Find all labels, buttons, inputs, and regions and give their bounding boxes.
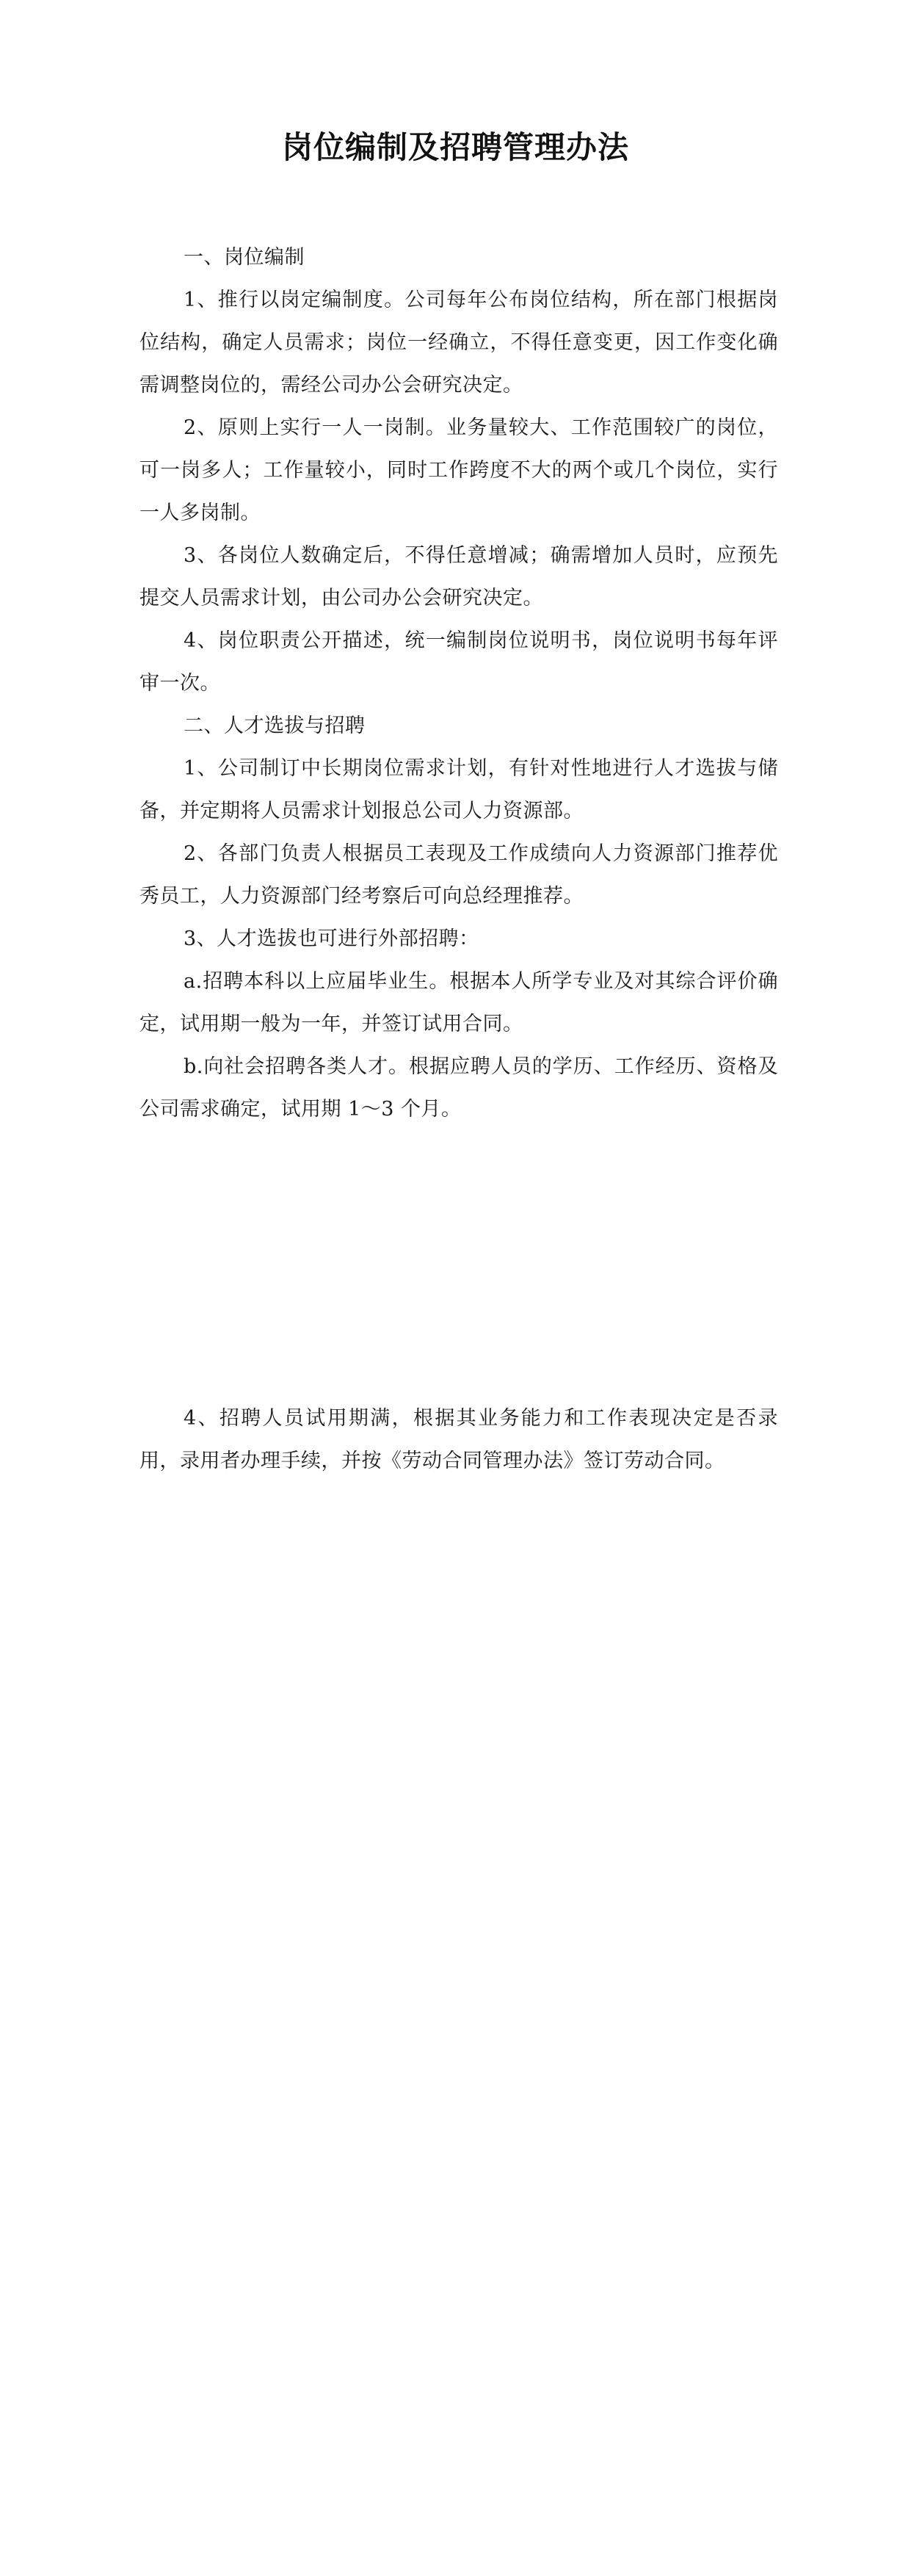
paragraph: 1、推行以岗定编制度。公司每年公布岗位结构，所在部门根据岗位结构，确定人员需求；岗位一经确立，不得任意变更，因工作变化确需调整岗位的，需经公司办公会研究决定。 [139, 289, 778, 397]
section-heading-2: 二、人才选拔与招聘 [184, 714, 366, 737]
document-body [139, 236, 778, 1131]
paragraph: 1、公司制订中长期岗位需求计划，有针对性地进行人才选拔与储备，并定期将人员需求计划报总公司人力资源部。 [139, 757, 778, 822]
paragraph: 2、各部门负责人根据员工表现及工作成绩向人力资源部门推荐优秀员工，人力资源部门经考察后可向总经理推荐。 [139, 842, 778, 908]
paragraph: 4、招聘人员试用期满，根据其业务能力和工作表现决定是否录用，录用者办理手续，并按《劳动合同管理办法》签订劳动合同。 [139, 1407, 778, 1472]
document-title: 岗位编制及招聘管理办法 [281, 129, 629, 165]
paragraph: 3、人才选拔也可进行外部招聘： [184, 927, 479, 950]
document-body-continued [139, 1397, 778, 1483]
paragraph: a.招聘本科以上应届毕业生。根据本人所学专业及对其综合评价确定，试用期一般为一年，并签订试用合同。 [139, 970, 778, 1035]
paragraph: 3、各岗位人数确定后，不得任意增减；确需增加人员时，应预先提交人员需求计划，由公司办公会研究决定。 [139, 544, 778, 609]
section-heading-1: 一、岗位编制 [184, 246, 305, 269]
paragraph: 2、原则上实行一人一岗制。业务量较大、工作范围较广的岗位，可一岗多人；工作量较小，同时工作跨度不大的两个或几个岗位，实行一人多岗制。 [139, 416, 778, 524]
paragraph: b.向社会招聘各类人才。根据应聘人员的学历、工作经历、资格及公司需求确定，试用期 1～3 个月。 [139, 1055, 778, 1121]
paragraph: 4、岗位职责公开描述，统一编制岗位说明书，岗位说明书每年评审一次。 [139, 629, 778, 695]
